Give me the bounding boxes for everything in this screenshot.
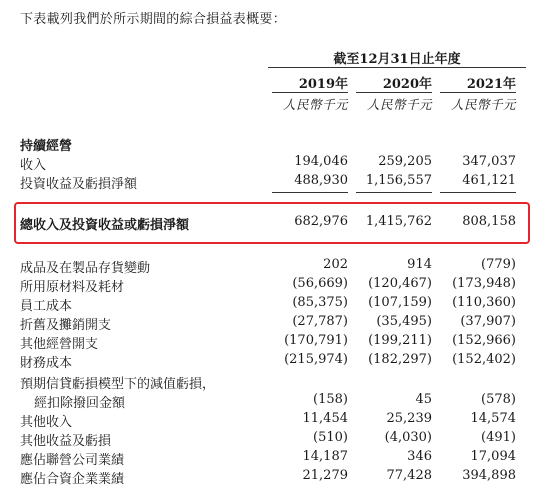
table-row <box>0 411 550 431</box>
table-row <box>0 314 550 334</box>
year-header-2021: 2021年 <box>466 77 516 92</box>
row-value-2020: 346 <box>407 449 432 464</box>
row-value-2020: 45 <box>415 392 432 407</box>
row-label: 折舊及攤銷開支 <box>20 318 112 333</box>
subtotal-rule-2020 <box>356 192 432 193</box>
year-rule-2019 <box>272 92 348 93</box>
row-value-2019: 11,454 <box>302 411 348 426</box>
row-value-2021: (37,907) <box>460 314 516 329</box>
row-label: 其他收入 <box>20 415 73 430</box>
table-row <box>0 392 550 412</box>
row-value-2020: (182,297) <box>368 352 432 367</box>
row-label: 應佔聯營公司業績 <box>20 453 125 468</box>
row-value-2019: (215,974) <box>284 352 348 367</box>
table-row <box>0 173 550 193</box>
row-value-2019: 488,930 <box>294 173 348 188</box>
row-value-2020: 77,428 <box>386 468 432 483</box>
total-value-2020: 1,415,762 <box>365 214 432 229</box>
table-row <box>0 154 550 174</box>
row-value-2021: (152,966) <box>452 333 516 348</box>
unit-label-2021: 人民幣千元 <box>450 97 516 112</box>
row-value-2020: 1,156,557 <box>365 173 432 188</box>
unit-label-2019: 人民幣千元 <box>282 97 348 112</box>
row-value-2021: (491) <box>481 430 516 445</box>
total-label: 總收入及投資收益或虧損淨額 <box>20 218 190 233</box>
row-value-2020: (120,467) <box>368 276 432 291</box>
row-value-2019: 202 <box>323 257 348 272</box>
year-header-2020: 2020年 <box>382 77 432 92</box>
row-value-2020: (4,030) <box>384 430 432 445</box>
table-row <box>0 449 550 469</box>
row-value-2021: 17,094 <box>470 449 516 464</box>
row-value-2021: (779) <box>481 257 516 272</box>
row-value-2019: (170,791) <box>284 333 348 348</box>
total-value-2021: 808,158 <box>462 214 516 229</box>
table-row <box>0 257 550 277</box>
row-value-2021: (110,360) <box>452 295 516 310</box>
row-value-2019: (510) <box>313 430 348 445</box>
year-rule-2020 <box>356 92 432 93</box>
row-label: 所用原材料及耗材 <box>20 280 125 295</box>
subtotal-rule-2019 <box>272 192 348 193</box>
row-value-2020: (199,211) <box>368 333 432 348</box>
table-row <box>0 295 550 315</box>
table-row <box>0 430 550 450</box>
row-value-2021: (152,402) <box>452 352 516 367</box>
row-value-2019: 194,046 <box>294 154 348 169</box>
row-value-2021: (173,948) <box>452 276 516 291</box>
row-value-2021: 394,898 <box>462 468 516 483</box>
section-title: 持續經營 <box>20 139 73 154</box>
row-value-2019: 14,187 <box>302 449 348 464</box>
row-label: 應佔合資企業業績 <box>20 472 125 487</box>
row-label: 預期信貸虧損模型下的減值虧損， <box>20 377 216 392</box>
row-label: 員工成本 <box>20 299 73 314</box>
row-value-2020: 25,239 <box>386 411 432 426</box>
row-label: 其他經營開支 <box>20 337 99 352</box>
table-row <box>0 276 550 296</box>
row-label: 其他收益及虧損 <box>20 434 112 449</box>
row-value-2021: (578) <box>481 392 516 407</box>
table-row <box>0 352 550 372</box>
subtotal-rule-2021 <box>440 192 516 193</box>
table-row <box>0 333 550 353</box>
row-label: 財務成本 <box>20 356 73 371</box>
row-value-2020: 914 <box>407 257 432 272</box>
period-header: 截至12月31日止年度 <box>333 52 461 67</box>
year-header-2019: 2019年 <box>298 77 348 92</box>
row-label: 成品及在製品存貨變動 <box>20 261 151 276</box>
row-label: 投資收益及虧損淨額 <box>20 177 138 192</box>
row-value-2021: 14,574 <box>470 411 516 426</box>
row-value-2019: (27,787) <box>292 314 348 329</box>
total-value-2019: 682,976 <box>294 214 348 229</box>
row-value-2019: (56,669) <box>292 276 348 291</box>
total-row <box>0 214 550 234</box>
row-value-2019: (85,375) <box>292 295 348 310</box>
row-value-2020: (35,495) <box>376 314 432 329</box>
row-value-2021: 461,121 <box>462 173 516 188</box>
table-row <box>0 373 550 393</box>
row-value-2019: 21,279 <box>302 468 348 483</box>
row-label: 經扣除撥回金額 <box>34 396 126 411</box>
table-row <box>0 468 550 488</box>
row-label: 收入 <box>20 158 47 173</box>
row-value-2020: 259,205 <box>378 154 432 169</box>
period-header-rule <box>268 67 526 68</box>
row-value-2020: (107,159) <box>368 295 432 310</box>
row-value-2021: 347,037 <box>462 154 516 169</box>
row-value-2019: (158) <box>313 392 348 407</box>
intro-text: 下表載列我們於所示期間的綜合損益表概要： <box>20 12 287 27</box>
unit-label-2020: 人民幣千元 <box>366 97 432 112</box>
year-rule-2021 <box>440 92 516 93</box>
